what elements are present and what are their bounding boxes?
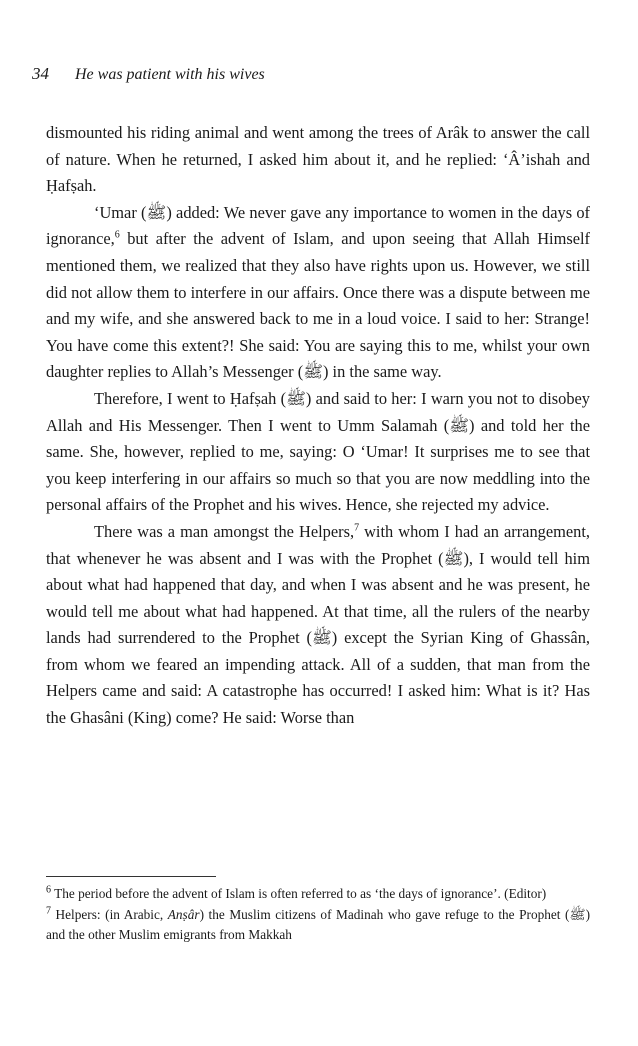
paragraph [46, 200, 590, 386]
paragraph [46, 120, 590, 200]
text-run: There was a man amongst the Helpers, [94, 521, 355, 541]
footnote-reference: 7 [354, 522, 360, 534]
text-run: Therefore, I went to Ḥafṣah (ﷺ) and said to her: I warn you not to disobey Allah and His Messenger. Then I went to Umm Salamah (ﷺ) and told her the same. She, however, replied to me, saying: O ‘Umar! It surprises me to see that you keep interfering in our affairs so much so that you are now meddling into the personal affairs of the Prophet and his wives. Hence, she rejected my advice. [46, 388, 590, 515]
footnote-divider [46, 876, 216, 877]
body-text [46, 120, 590, 732]
text-run: but after the advent of Islam, and upon seeing that Allah Himself mentioned them, we realized that they also have rights upon us. However, we still did not allow them to interfere in our affairs. Once there was a dispute between me and my wife, and she answered back to me in a loud voice. I said to her: Strange! You have come this extent?! She said: You are saying this to me, whilst your own daughter replies to Allah’s Messenger (ﷺ) in the same way. [46, 229, 590, 382]
footnote [46, 884, 590, 905]
footnote [46, 905, 590, 946]
text-run: ) the Muslim citizens of Madinah who gave refuge to the Prophet (ﷺ) and the other Muslim emigrants from Makkah [46, 906, 590, 943]
italic-term: Anṣâr [167, 906, 200, 922]
text-run: with whom I had an arrangement, that whenever he was absent and I was with the Prophet (ﷺ), I would tell him about what had happened that day, and when I was absent and he was present, he would tell me about what had happened. At that time, all the rulers of the nearby lands had surrendered to the Prophet (ﷺ) except the Syrian King of Ghassân, from whom we feared an impending attack. All of a sudden, that man from the Helpers came and said: A catastrophe has occurred! I asked him: What is it? Has the Ghasâni (King) come? He said: Worse than [46, 521, 590, 728]
text-run: ‘Umar (ﷺ) added: We never gave any importance to women in the days of ignorance, [46, 202, 590, 249]
text-run: The period before the advent of Islam is often referred to as ‘the days of ignorance’. (Editor) [51, 886, 547, 901]
text-run: Helpers: (in Arabic, [51, 906, 168, 922]
paragraph [46, 519, 590, 732]
page-number: 34 [32, 64, 49, 83]
running-title: He was patient with his wives [75, 66, 265, 83]
footnote-number: 6 [46, 884, 51, 896]
page-header [32, 64, 265, 84]
footnote-number: 7 [46, 905, 51, 917]
text-run: dismounted his riding animal and went among the trees of Arâk to answer the call of nature. When he returned, I asked him about it, and he replied: ‘Â’ishah and Ḥafṣah. [46, 123, 590, 196]
paragraph [46, 386, 590, 519]
footnotes [46, 884, 590, 946]
footnote-reference: 6 [114, 229, 120, 241]
